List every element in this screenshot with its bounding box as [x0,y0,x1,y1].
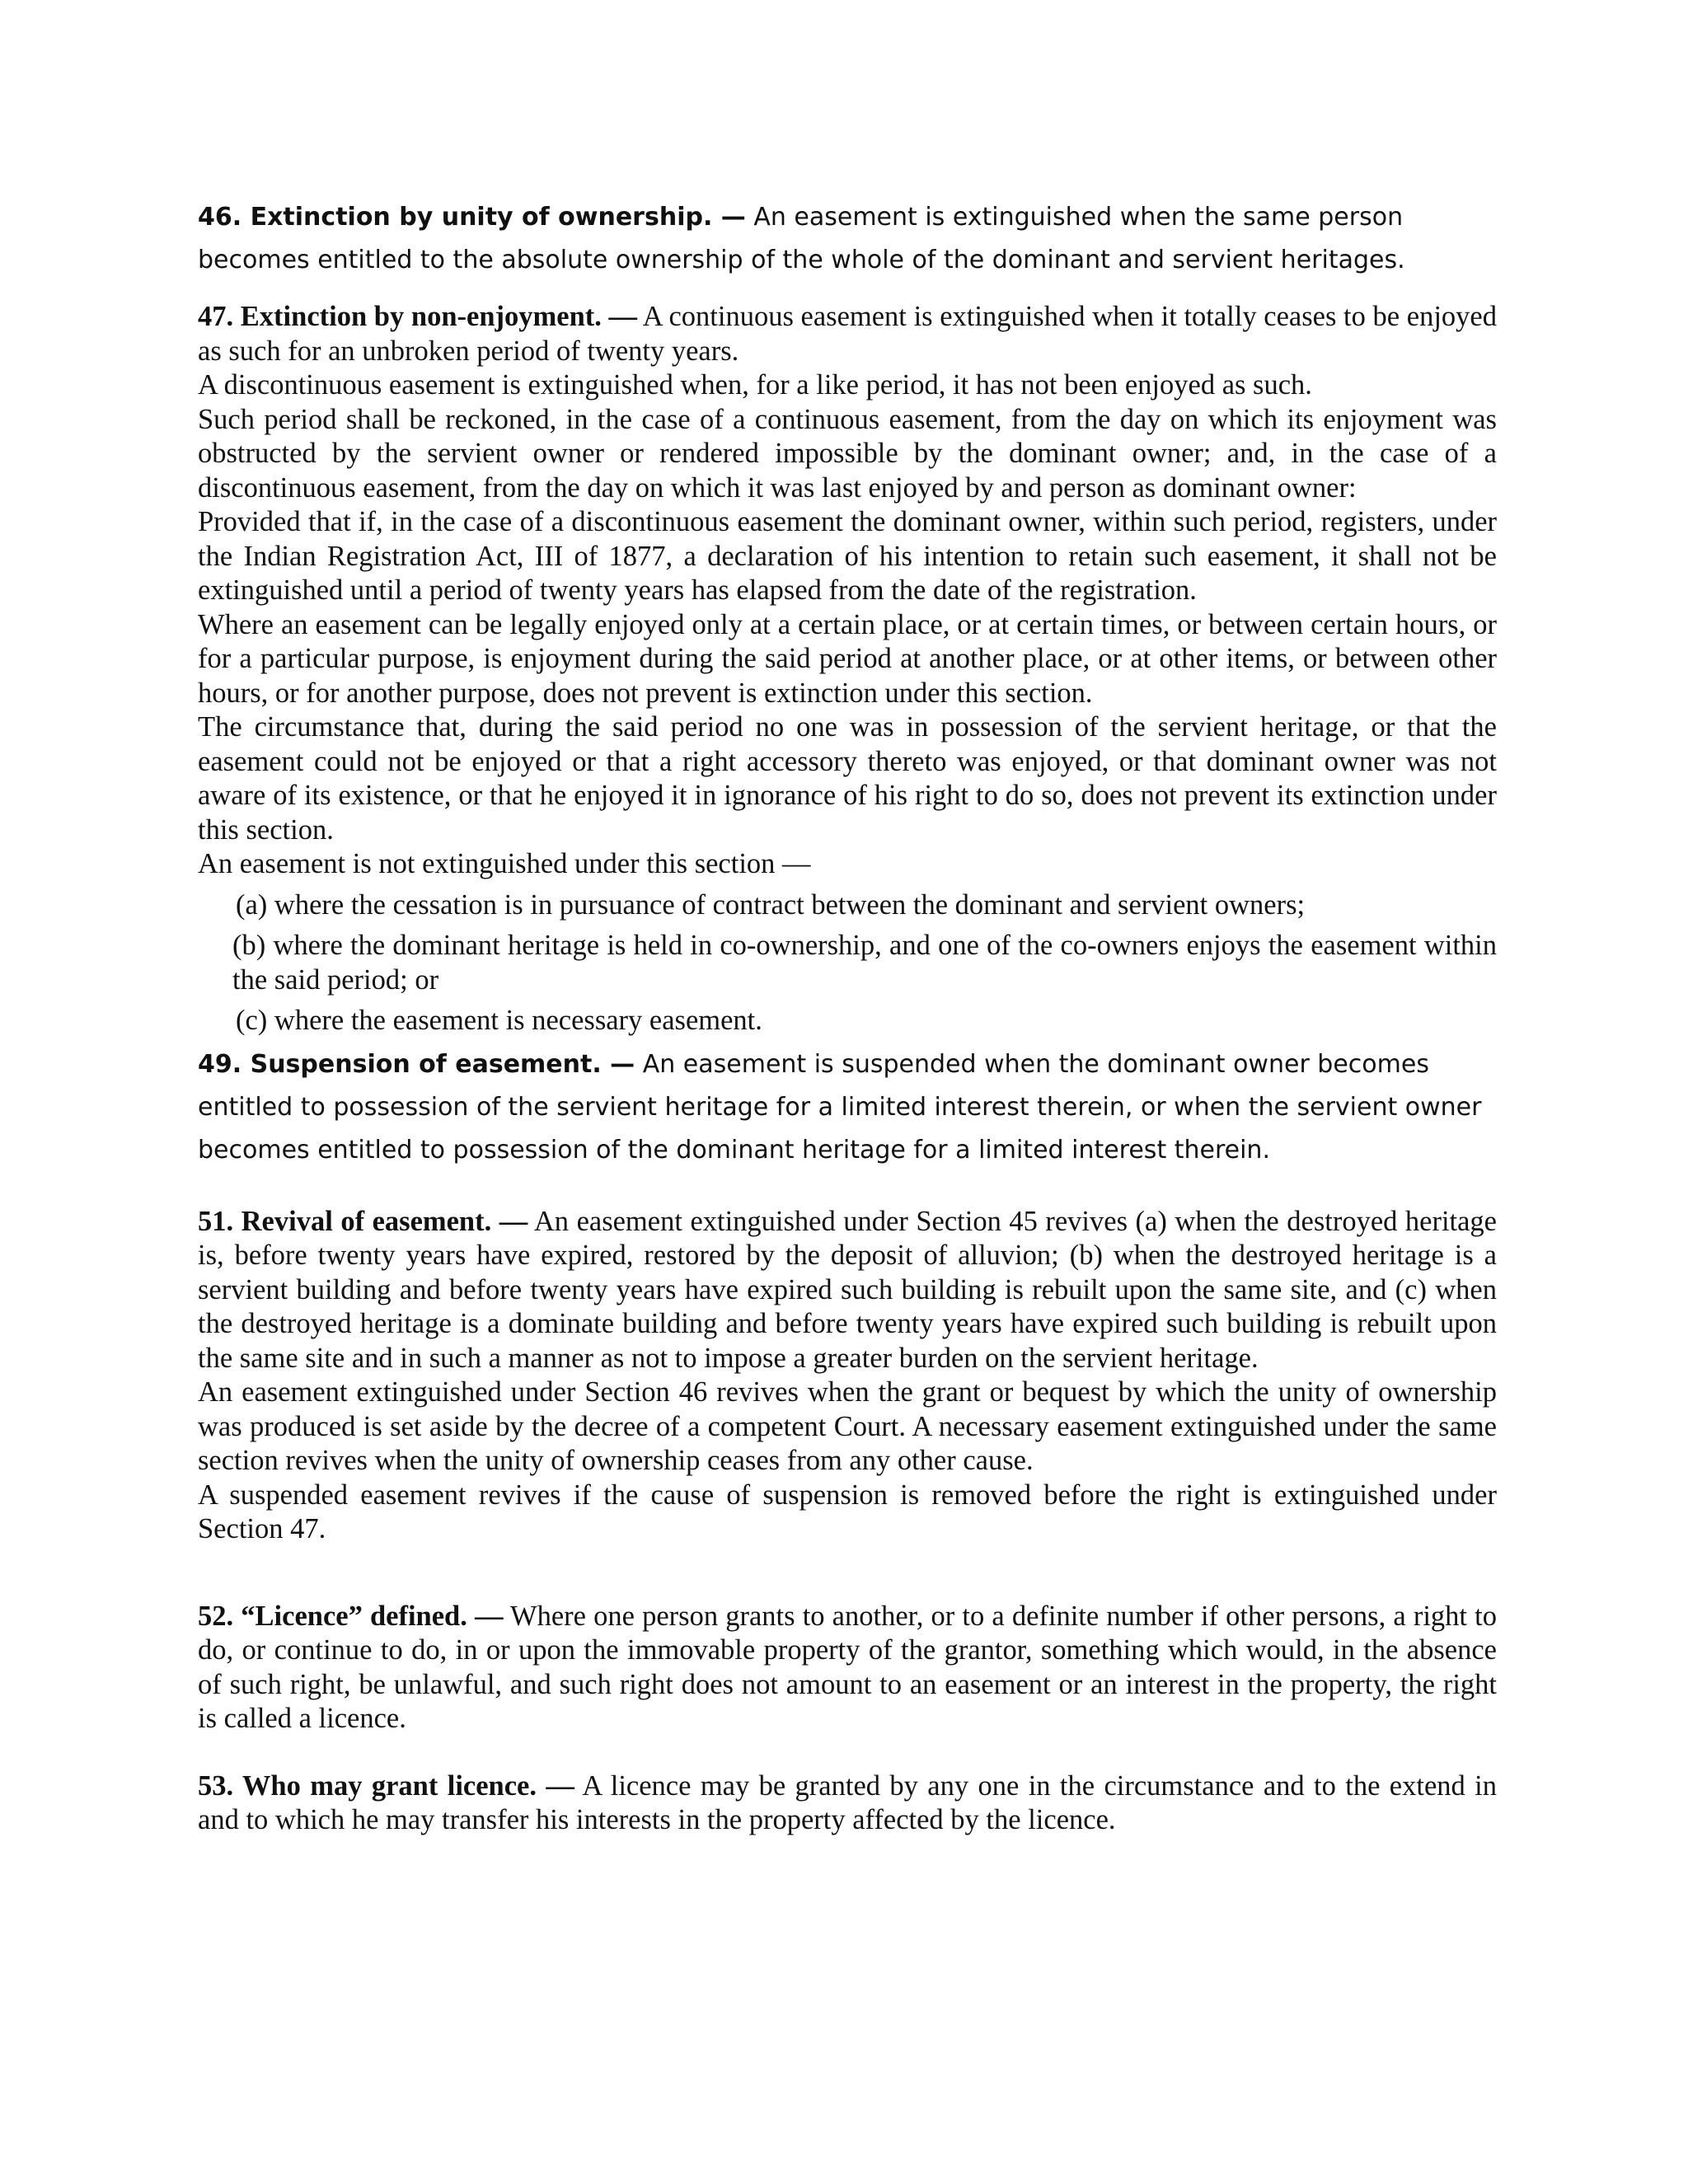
section-47 [198,300,1497,1038]
section-47-paragraph-5: Where an easement can be legally enjoyed only at a certain place, or at certain times, or between certain hours, or for a particular purpose, is enjoyment during the said period at another place, or at other items, or between other hours, or for another purpose, does not prevent is extinction under this section. [198,608,1497,709]
section-47-paragraph-4: Provided that if, in the case of a discontinuous easement the dominant owner, within such period, registers, under the Indian Registration Act, III of 1877, a declaration of his intention to retain such easement, it shall not be extinguished until a period of twenty years has elapsed from the date of the registration. [198,506,1497,606]
section-51-text: An easement extinguished under Section 45 revives (a) when the destroyed heritage is, before twenty years have expired, restored by the deposit of alluvion; (b) when the destroyed heritage is a servient building and before twenty years have expired such building is rebuilt upon the same site, and (c) when the destroyed heritage is a dominate building and before twenty years have expired such building is rebuilt upon the same site and in such a manner as not to impose a greater burden on the servient heritage. [198,1205,1497,1374]
section-49 [198,1043,1497,1172]
section-47-paragraph-3: Such period shall be reckoned, in the case of a continuous easement, from the day on which its enjoyment was obstructed by the servient owner or rendered impossible by the dominant owner; and, in the case of a discontinuous easement, from the day on which it was last enjoyed by and person as dominant owner: [198,403,1497,504]
section-46 [198,196,1497,282]
section-51-paragraph-1 [198,1205,1497,1376]
section-51-paragraph-2: An easement extinguished under Section 46 revives when the grant or bequest by which the unity of ownership was produced is set aside by the decree of a competent Court. A necessary easement extinguished under the same section revives when the unity of ownership ceases from any other cause. [198,1376,1497,1476]
section-46-paragraph [198,196,1497,282]
section-47-paragraph-6: The circumstance that, during the said period no one was in possession of the servient heritage, or that the easement could not be enjoyed or that a right accessory thereto was enjoyed, or that dominant owner was not aware of its existence, or that he enjoyed it in ignorance of his right to do so, does not prevent its extinction under this section. [198,711,1497,846]
clause-b: (b) where the dominant heritage is held in co-ownership, and one of the co-owners enjoys the easement within the said period; or [232,930,1497,996]
section-51-paragraph-3: A suspended easement revives if the cause of suspension is removed before the right is extinguished under Section 47. [198,1479,1497,1544]
section-52-paragraph [198,1600,1497,1736]
section-53-heading: 53. Who may grant licence. — [198,1769,574,1802]
section-52 [198,1600,1497,1736]
section-51 [198,1205,1497,1547]
section-49-text: An easement is suspended when the dominant owner becomes entitled to possession of the servient heritage for a limited interest therein, or when the servient owner becomes entitled to possession of the dominant heritage for a limited interest therein. [198,1049,1482,1165]
section-47-paragraph-2: A discontinuous easement is extinguished when, for a like period, it has not been enjoyed as such. [198,369,1312,401]
section-53 [198,1769,1497,1838]
section-47-heading: 47. Extinction by non-enjoyment. — [198,301,638,332]
section-46-heading: 46. Extinction by unity of ownership. — [198,203,746,232]
section-47-paragraph-7: An easement is not extinguished under this section — [198,848,811,879]
document-page [198,196,1497,1838]
section-53-paragraph [198,1769,1497,1838]
section-46-text: An easement is extinguished when the same person becomes entitled to the absolute ownership of the whole of the dominant and servient heritages. [198,203,1405,274]
clause-c: (c) where the easement is necessary easement. [236,1005,762,1036]
section-47-text: A continuous easement is extinguished when it totally ceases to be enjoyed as such for an unbroken period of twenty years. [198,301,1497,367]
clause-a: (a) where the cessation is in pursuance of contract between the dominant and servient owners; [236,888,1306,921]
section-47-paragraph-1 [198,300,1497,368]
section-53-text: A licence may be granted by any one in the circumstance and to the extend in and to which he may transfer his interests in the property affected by the licence. [198,1769,1497,1835]
section-47-clauses [232,888,1497,1038]
section-49-paragraph [198,1043,1497,1172]
section-52-text: Where one person grants to another, or to a definite number if other persons, a right to do, or continue to do, in or upon the immovable property of the grantor, something which would, in the absence of such right, be unlawful, and such right does not amount to an easement or an interest in the property, the right is called a licence. [198,1600,1498,1734]
section-52-heading: 52. “Licence” defined. — [198,1600,504,1632]
section-51-heading: 51. Revival of easement. — [198,1205,528,1237]
section-49-heading: 49. Suspension of easement. — [198,1049,635,1079]
